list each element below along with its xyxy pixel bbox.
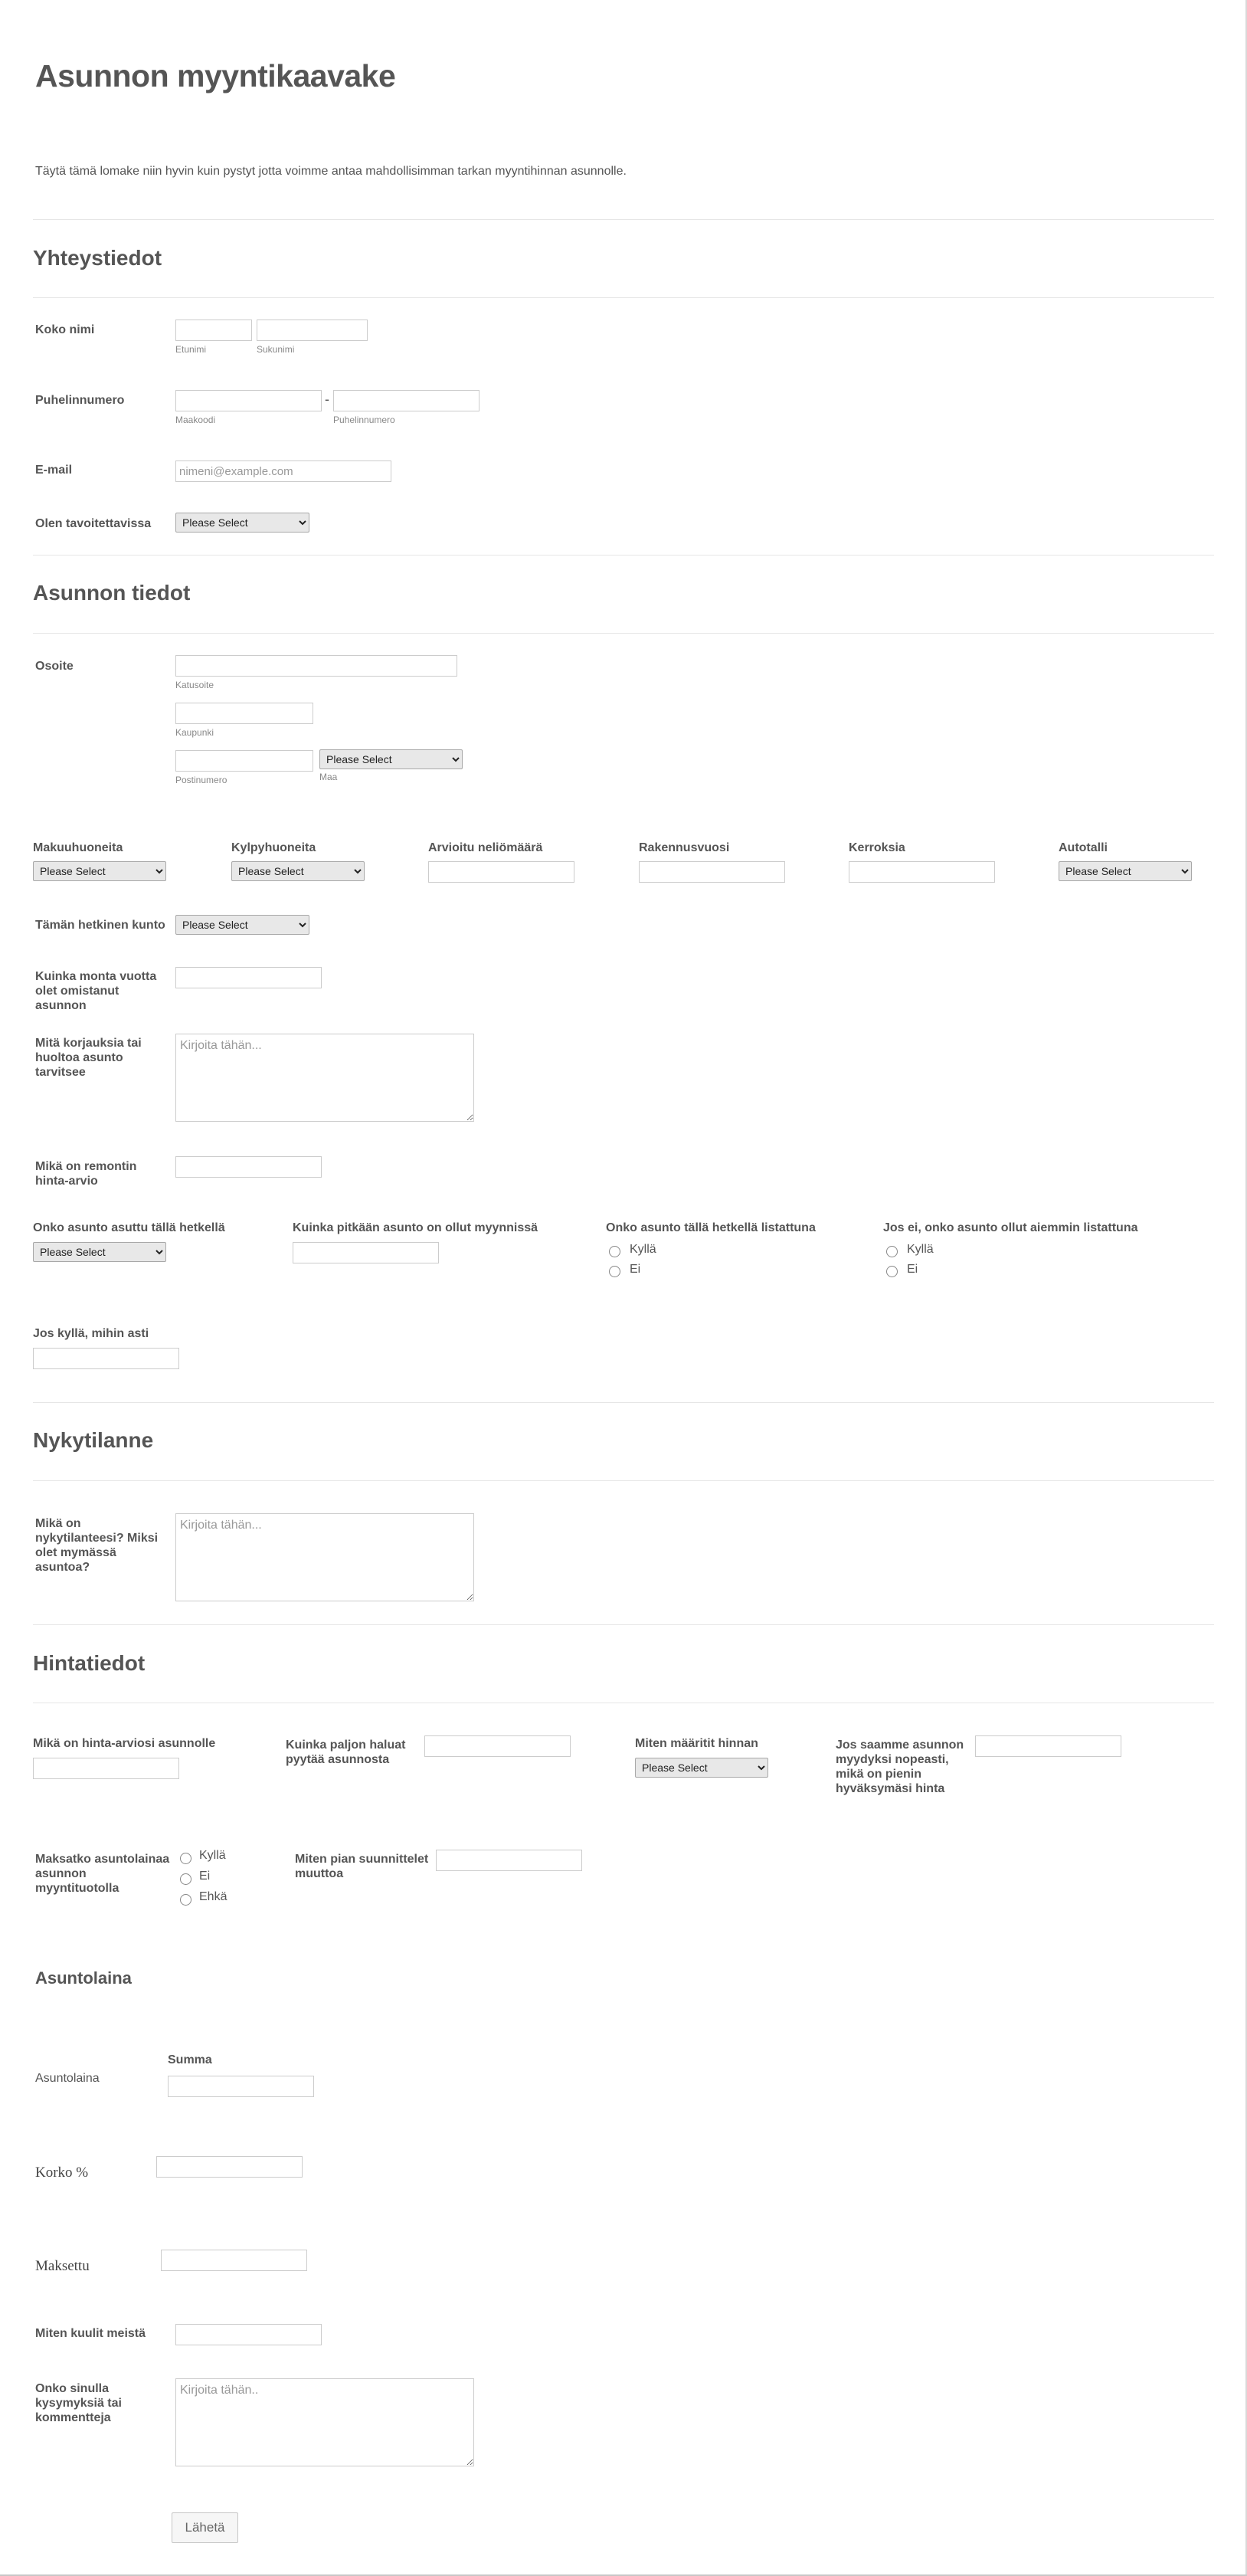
- mortgage-yes-label: Kyllä: [199, 1849, 226, 1862]
- street-sublabel: Katusoite: [175, 680, 214, 690]
- price-estimate-label: Mikä on hinta-arviosi asunnolle: [33, 1737, 216, 1750]
- section-situation-heading: Nykytilanne: [33, 1428, 154, 1452]
- divider: [33, 219, 1214, 220]
- price-method-label: Miten määritit hinnan: [635, 1737, 758, 1750]
- paid-label: Maksettu: [35, 2258, 90, 2274]
- first-name-input[interactable]: [175, 320, 252, 341]
- divider: [33, 633, 1214, 634]
- desired-price-input[interactable]: [424, 1735, 571, 1757]
- listed-before-yes-radio[interactable]: [886, 1246, 898, 1257]
- heard-about-input[interactable]: [175, 2324, 322, 2345]
- move-time-label: Miten pian suunnittelet muuttoa: [295, 1853, 429, 1880]
- submit-button[interactable]: Lähetä: [172, 2512, 238, 2543]
- floors-input[interactable]: [849, 861, 995, 883]
- mortgage-maybe-label: Ehkä: [199, 1890, 227, 1903]
- divider: [33, 297, 1214, 298]
- mortgage-maybe-radio[interactable]: [180, 1894, 191, 1906]
- years-owned-input[interactable]: [175, 967, 322, 988]
- bedrooms-select[interactable]: [33, 861, 166, 881]
- paid-input[interactable]: [161, 2250, 307, 2271]
- loan-row-label: Asuntolaina: [35, 2072, 100, 2085]
- listed-now-no-label: Ei: [630, 1263, 641, 1276]
- listed-now-no-radio[interactable]: [609, 1266, 620, 1277]
- minimum-price-label: Jos saamme asunnon myydyksi nopeasti, mikä on pienin hyväksymäsi hinta: [836, 1739, 964, 1795]
- listed-now-yes-label: Kyllä: [630, 1243, 656, 1256]
- loan-amount-input[interactable]: [168, 2076, 314, 2097]
- time-on-market-input[interactable]: [293, 1242, 439, 1263]
- mortgage-no-label: Ei: [199, 1870, 211, 1883]
- mortgage-no-radio[interactable]: [180, 1873, 191, 1885]
- questions-textarea[interactable]: [175, 2378, 474, 2466]
- situation-label: Mikä on nykytilanteesi? Miksi olet mymässä asuntoa?: [35, 1517, 159, 1574]
- repairs-textarea[interactable]: [175, 1034, 474, 1122]
- interest-label: Korko %: [35, 2165, 89, 2181]
- listed-until-input[interactable]: [33, 1348, 179, 1369]
- bathrooms-label: Kylpyhuoneita: [231, 841, 316, 854]
- years-owned-label: Kuinka monta vuotta olet omistanut asunnon: [35, 970, 157, 1012]
- section-contact-heading: Yhteystiedot: [33, 246, 162, 270]
- full-name-label: Koko nimi: [35, 323, 95, 336]
- street-input[interactable]: [175, 655, 457, 677]
- city-sublabel: Kaupunki: [175, 727, 214, 738]
- city-input[interactable]: [175, 703, 313, 724]
- phone-number-sublabel: Puhelinnumero: [333, 415, 395, 425]
- price-estimate-input[interactable]: [33, 1758, 179, 1779]
- repairs-label: Mitä korjauksia tai huoltoa asunto tarvitsee: [35, 1037, 142, 1079]
- mortgage-yes-radio[interactable]: [180, 1853, 191, 1864]
- listed-until-label: Jos kyllä, mihin asti: [33, 1327, 149, 1340]
- last-name-sublabel: Sukunimi: [257, 344, 295, 355]
- occupied-select[interactable]: [33, 1242, 166, 1262]
- first-name-sublabel: Etunimi: [175, 344, 207, 355]
- condition-select[interactable]: [175, 915, 309, 935]
- bathrooms-select[interactable]: [231, 861, 365, 881]
- form-intro: Täytä tämä lomake niin hyvin kuin pystyt jotta voimme antaa mahdollisimman tarkan myyntihinnan asunnolle.: [35, 165, 627, 178]
- listed-now-yes-radio[interactable]: [609, 1246, 620, 1257]
- email-input[interactable]: [175, 460, 391, 482]
- area-label: Arvioitu neliömäärä: [428, 841, 543, 854]
- form-title: Asunnon myyntikaavake: [35, 58, 396, 93]
- area-input[interactable]: [428, 861, 574, 883]
- phone-number-input[interactable]: [333, 390, 479, 411]
- listed-before-yes-label: Kyllä: [907, 1243, 934, 1256]
- loan-heading: Asuntolaina: [35, 1968, 132, 1988]
- listed-now-label: Onko asunto tällä hetkellä listattuna: [606, 1221, 816, 1234]
- listed-before-label: Jos ei, onko asunto ollut aiemmin listattuna: [883, 1221, 1138, 1234]
- bedrooms-label: Makuuhuoneita: [33, 841, 123, 854]
- divider: [33, 1402, 1214, 1403]
- renovation-cost-input[interactable]: [175, 1156, 322, 1178]
- phone-area-sublabel: Maakoodi: [175, 415, 216, 425]
- divider: [33, 555, 1214, 556]
- phone-area-input[interactable]: [175, 390, 322, 411]
- address-label: Osoite: [35, 660, 74, 673]
- loan-amount-column-header: Summa: [168, 2053, 212, 2066]
- phone-separator: -: [325, 392, 329, 407]
- section-property-heading: Asunnon tiedot: [33, 581, 191, 605]
- occupied-label: Onko asunto asuttu tällä hetkellä: [33, 1221, 225, 1234]
- divider: [33, 1480, 1214, 1481]
- interest-input[interactable]: [156, 2156, 303, 2178]
- floors-label: Kerroksia: [849, 841, 905, 854]
- year-input[interactable]: [639, 861, 785, 883]
- situation-textarea[interactable]: [175, 1513, 474, 1601]
- phone-label: Puhelinnumero: [35, 394, 125, 407]
- zip-input[interactable]: [175, 750, 313, 772]
- renovation-cost-label: Mikä on remontin hinta-arvio: [35, 1160, 137, 1188]
- move-time-input[interactable]: [436, 1850, 582, 1871]
- mortgage-payoff-label: Maksatko asuntolainaa asunnon myyntituotolla: [35, 1853, 170, 1895]
- listed-before-no-label: Ei: [907, 1263, 918, 1276]
- questions-label: Onko sinulla kysymyksiä tai kommentteja: [35, 2382, 122, 2424]
- year-label: Rakennusvuosi: [639, 841, 730, 854]
- listed-before-no-radio[interactable]: [886, 1266, 898, 1277]
- heard-about-label: Miten kuulit meistä: [35, 2327, 146, 2340]
- availability-label: Olen tavoitettavissa: [35, 517, 152, 530]
- minimum-price-input[interactable]: [975, 1735, 1121, 1757]
- price-method-select[interactable]: [635, 1758, 768, 1778]
- availability-select[interactable]: [175, 513, 309, 533]
- garage-label: Autotalli: [1059, 841, 1108, 854]
- country-sublabel: Maa: [319, 772, 338, 782]
- garage-select[interactable]: [1059, 861, 1192, 881]
- desired-price-label: Kuinka paljon haluat pyytää asunnosta: [286, 1739, 406, 1766]
- section-pricing-heading: Hintatiedot: [33, 1651, 146, 1675]
- email-label: E-mail: [35, 464, 73, 477]
- country-select[interactable]: [319, 749, 463, 769]
- divider: [33, 1624, 1214, 1625]
- last-name-input[interactable]: [257, 320, 368, 341]
- time-on-market-label: Kuinka pitkään asunto on ollut myynnissä: [293, 1221, 538, 1234]
- condition-label: Tämän hetkinen kunto: [35, 919, 165, 932]
- zip-sublabel: Postinumero: [175, 775, 227, 785]
